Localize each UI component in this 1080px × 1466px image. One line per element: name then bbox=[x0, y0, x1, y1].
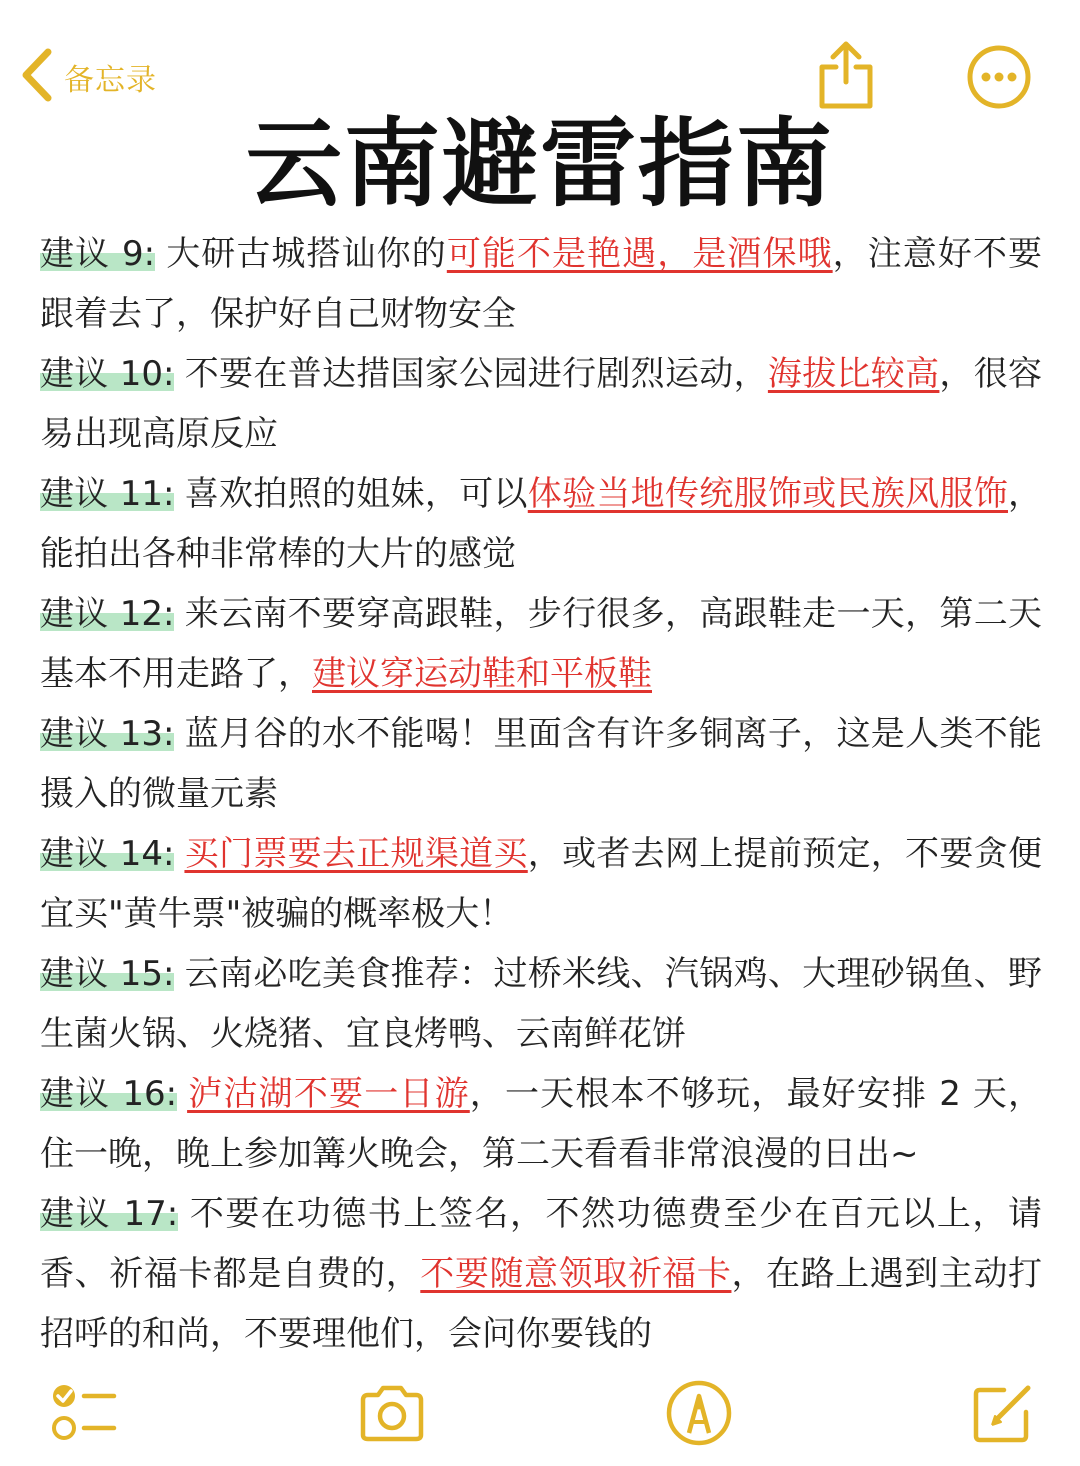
share-button[interactable] bbox=[814, 40, 878, 112]
markup-button[interactable] bbox=[664, 1378, 734, 1448]
compose-button[interactable] bbox=[968, 1378, 1038, 1448]
tip-label: 建议 14: bbox=[40, 834, 175, 874]
tip-item bbox=[40, 824, 1042, 944]
checklist-icon bbox=[48, 1433, 118, 1452]
more-button[interactable] bbox=[966, 44, 1032, 110]
camera-icon bbox=[357, 1433, 427, 1452]
tip-label: 建议 17: bbox=[40, 1194, 179, 1234]
markup-pen-icon bbox=[664, 1433, 734, 1452]
navigation-bar bbox=[0, 0, 1080, 120]
tip-highlight: 体验当地传统服饰或民族风服饰 bbox=[527, 474, 1008, 514]
checklist-button[interactable] bbox=[48, 1378, 118, 1448]
tip-highlight: 可能不是艳遇，是酒保哦 bbox=[446, 234, 833, 274]
tip-item bbox=[40, 704, 1042, 824]
tip-text-after: ，能拍出各种非常棒的大片的感觉 bbox=[40, 474, 1042, 574]
tip-label: 建议 12: bbox=[40, 594, 175, 634]
tip-highlight: 建议穿运动鞋和平板鞋 bbox=[312, 654, 652, 694]
tip-label: 建议 11: bbox=[40, 474, 175, 514]
tip-item bbox=[40, 944, 1042, 1064]
tip-item bbox=[40, 1064, 1042, 1184]
back-button[interactable] bbox=[18, 46, 157, 108]
tip-label: 建议 16: bbox=[40, 1074, 178, 1114]
tip-item bbox=[40, 464, 1042, 584]
tip-text: 来云南不要穿高跟鞋，步行很多，高跟鞋走一天，第二天基本不用走路了， bbox=[40, 594, 1042, 694]
note-title: 云南避雷指南 bbox=[246, 108, 834, 220]
tip-text-after: ，在路上遇到主动打招呼的和尚，不要理他们，会问你要钱的 bbox=[40, 1254, 1043, 1354]
tip-highlight: 买门票要去正规渠道买 bbox=[184, 834, 528, 874]
tip-text: 蓝月谷的水不能喝！里面含有许多铜离子，这是人类不能摄入的微量元素 bbox=[40, 714, 1042, 814]
tip-text-after: ，注意好不要跟着去了，保护好自己财物安全 bbox=[40, 234, 1043, 334]
tip-text-after: ，或者去网上提前预定，不要贪便宜买"黄牛票"被骗的概率极大！ bbox=[40, 834, 1042, 934]
tip-text-after: ，一天根本不够玩，最好安排 2 天，住一晚，晚上参加篝火晚会，第二天看看非常浪漫的日出~ bbox=[40, 1074, 1043, 1174]
tip-label: 建议 10: bbox=[40, 354, 175, 394]
tip-text: 不要在功德书上签名，不然功德费至少在百元以上，请香、祈福卡都是自费的， bbox=[40, 1194, 1042, 1294]
tip-item bbox=[40, 584, 1042, 704]
tip-item bbox=[40, 344, 1042, 464]
chevron-left-icon bbox=[18, 44, 58, 110]
tip-text: 大研古城搭讪你的 bbox=[165, 234, 447, 274]
tip-highlight: 泸沽湖不要一日游 bbox=[187, 1074, 470, 1114]
tip-text: 不要在普达措国家公园进行剧烈运动， bbox=[184, 354, 768, 394]
tip-text: 云南必吃美食推荐：过桥米线、汽锅鸡、大理砂锅鱼、野生菌火锅、火烧猪、宜良烤鸭、云南鲜花饼 bbox=[40, 954, 1042, 1054]
tip-label: 建议 13: bbox=[40, 714, 175, 754]
tip-highlight: 海拔比较高 bbox=[767, 354, 940, 394]
camera-button[interactable] bbox=[357, 1378, 427, 1448]
back-label: 备忘录 bbox=[64, 63, 157, 98]
note-body[interactable] bbox=[40, 224, 1042, 1364]
compose-icon bbox=[968, 1433, 1038, 1452]
tip-text-after: ，很容易出现高原反应 bbox=[40, 354, 1043, 454]
tip-label: 建议 15: bbox=[40, 954, 175, 994]
tip-text: 喜欢拍照的姐妹，可以 bbox=[184, 474, 528, 514]
tip-label: 建议 9: bbox=[40, 234, 156, 274]
tip-item bbox=[40, 1184, 1042, 1364]
tip-highlight: 不要随意领取祈福卡 bbox=[420, 1254, 732, 1294]
tip-item bbox=[40, 224, 1042, 344]
